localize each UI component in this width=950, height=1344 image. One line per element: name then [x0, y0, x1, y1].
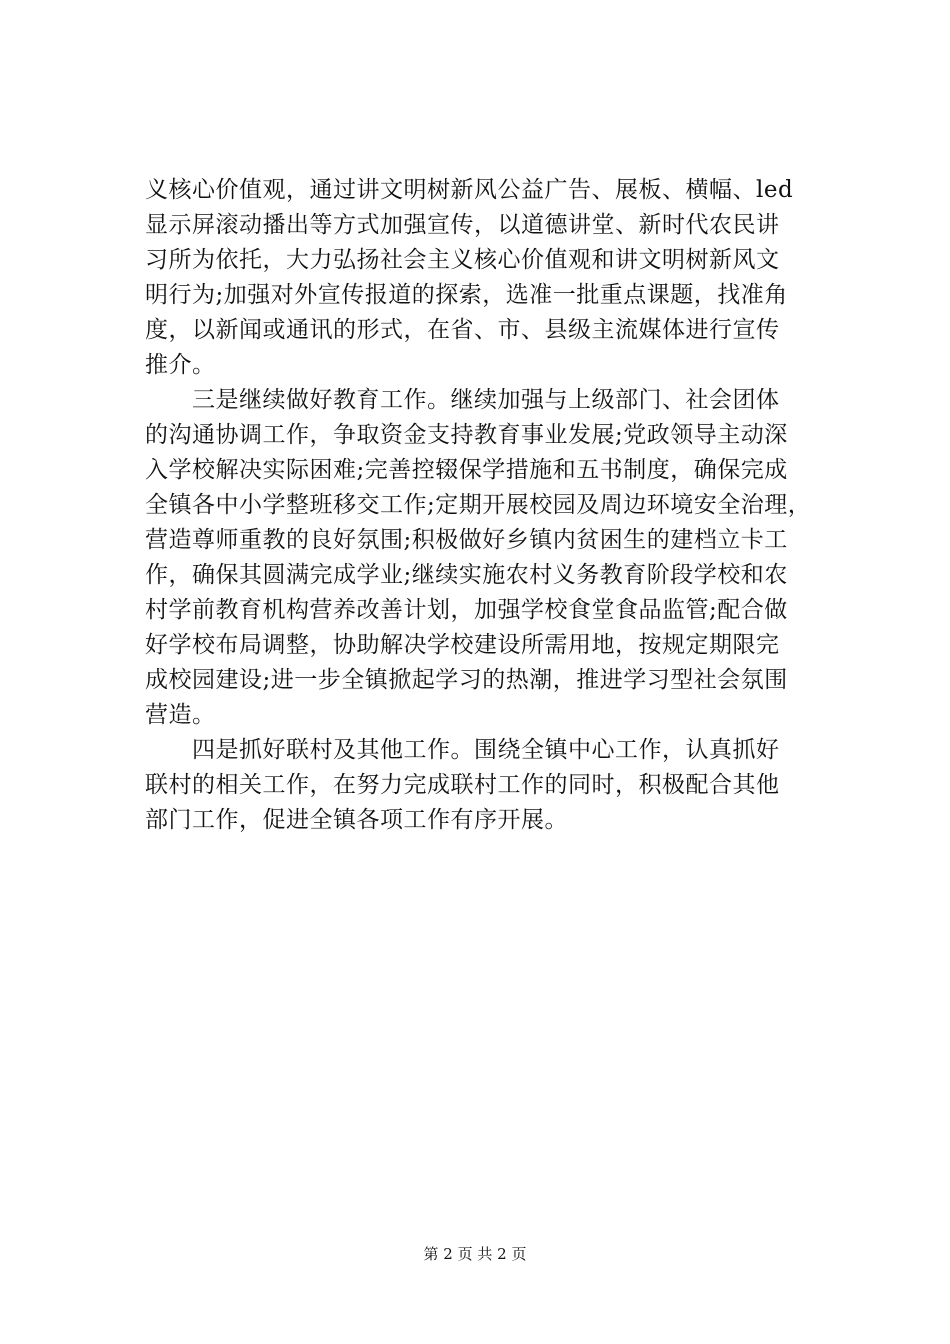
text-line: 推介。	[145, 352, 216, 378]
text-line: 部门工作，促进全镇各项工作有序开展。	[145, 807, 568, 833]
text-line: 全镇各中小学整班移交工作;定期开展校园及周边环境安全治理，	[145, 492, 812, 518]
text-line: 营造。	[145, 702, 216, 728]
text-line: 入学校解决实际困难;完善控辍保学措施和五书制度，确保完成	[145, 457, 788, 483]
body-text	[145, 173, 810, 838]
text-line: 明行为;加强对外宣传报道的探索，选准一批重点课题，找准角	[145, 282, 788, 308]
text-line: 作，确保其圆满完成学业;继续实施农村义务教育阶段学校和农	[145, 562, 788, 588]
page-footer	[0, 1244, 950, 1264]
page-number-label: 第 2 页 共 2 页	[423, 1245, 527, 1263]
text-line: 显示屏滚动播出等方式加强宣传，以道德讲堂、新时代农民讲	[145, 212, 780, 238]
text-line: 好学校布局调整，协助解决学校建设所需用地，按规定期限完	[145, 632, 780, 658]
text-line: 联村的相关工作，在努力完成联村工作的同时，积极配合其他	[145, 772, 780, 798]
text-line: 度，以新闻或通讯的形式，在省、市、县级主流媒体进行宣传	[145, 317, 780, 343]
text-line: 营造尊师重教的良好氛围;积极做好乡镇内贫困生的建档立卡工	[145, 527, 788, 553]
text-line: 村学前教育机构营养改善计划，加强学校食堂食品监管;配合做	[145, 597, 788, 623]
text-line: 四是抓好联村及其他工作。围绕全镇中心工作，认真抓好	[145, 737, 780, 763]
text-line: 三是继续做好教育工作。继续加强与上级部门、社会团体	[145, 387, 780, 413]
text-line: 义核心价值观，通过讲文明树新风公益广告、展板、横幅、led	[145, 177, 794, 203]
text-line: 习所为依托，大力弘扬社会主义核心价值观和讲文明树新风文	[145, 247, 780, 273]
text-line: 成校园建设;进一步全镇掀起学习的热潮，推进学习型社会氛围	[145, 667, 788, 693]
text-line: 的沟通协调工作，争取资金支持教育事业发展;党政领导主动深	[145, 422, 788, 448]
